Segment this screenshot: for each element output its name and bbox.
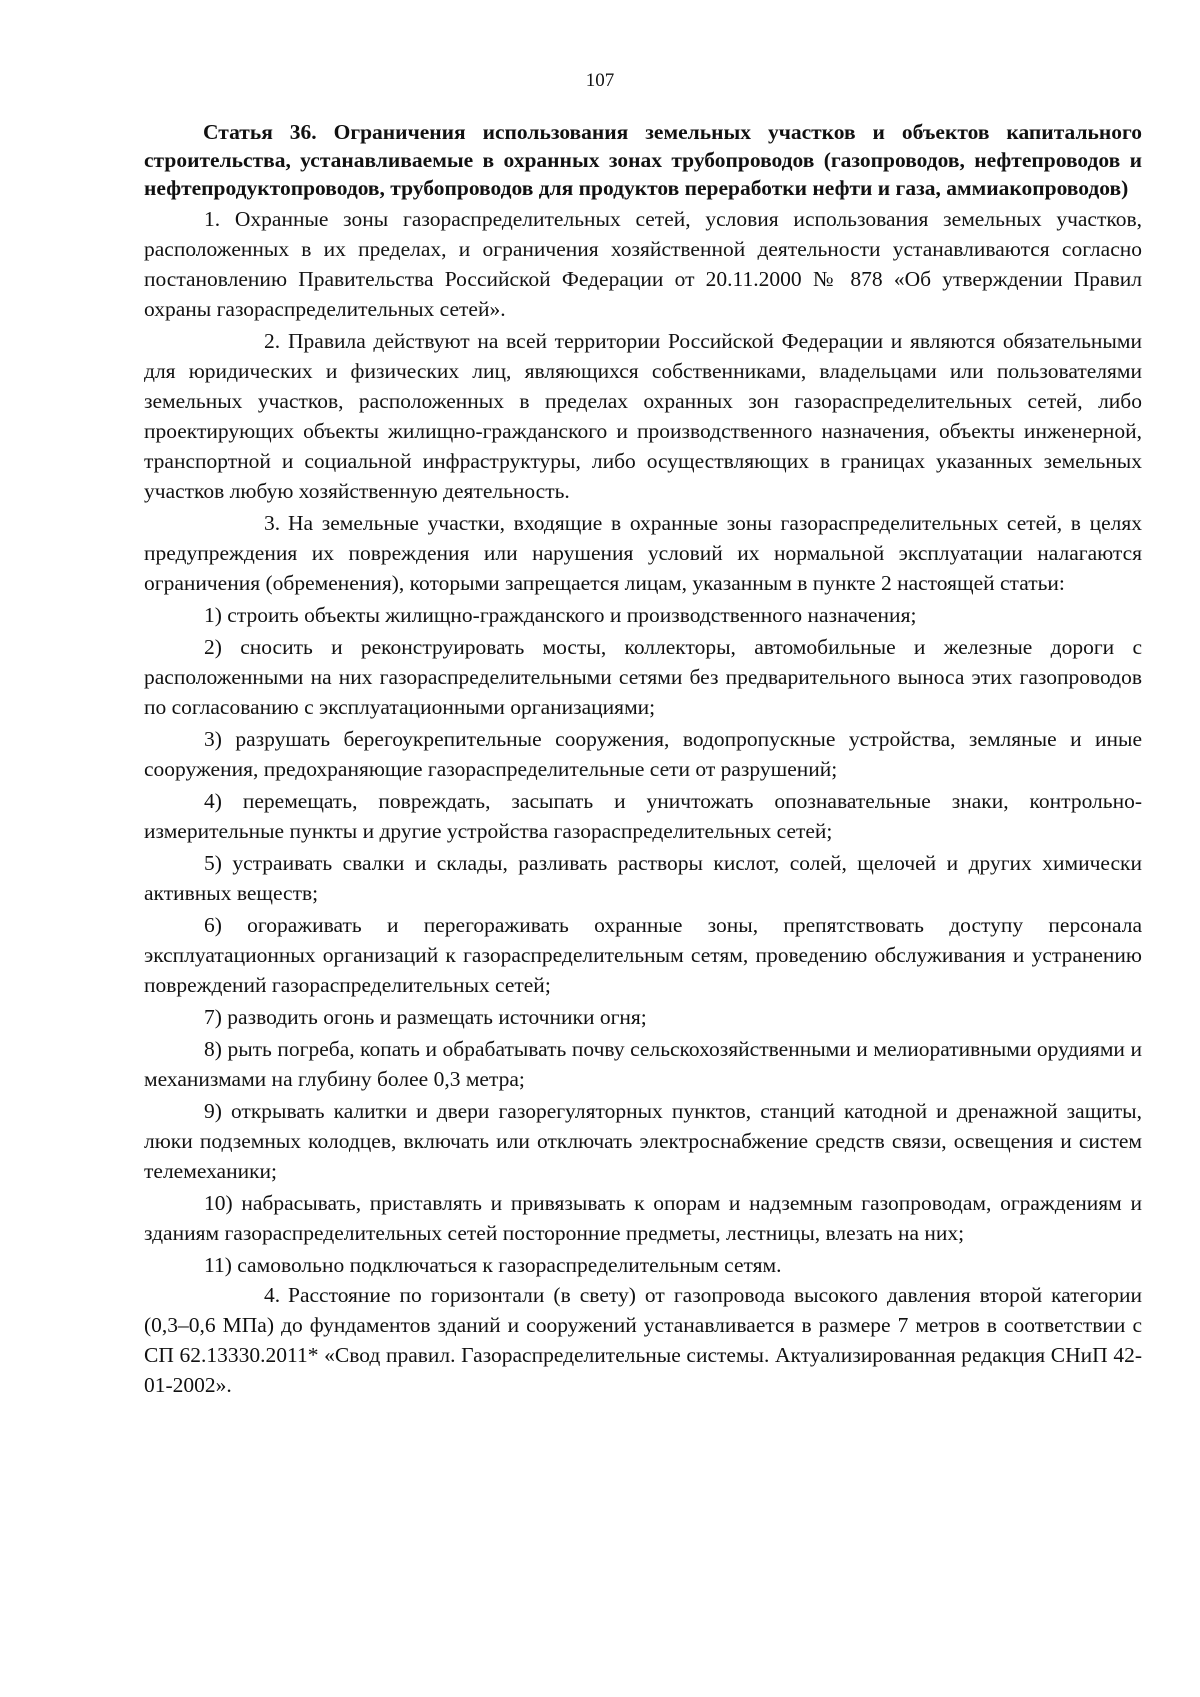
- list-item: 3) разрушать берегоукрепительные сооружения, водопропускные устройства, земляные и иные сооружения, предохраняющие газораспределительные сети от разрушений;: [144, 727, 1142, 781]
- article-heading: Статья 36. Ограничения использования земельных участков и объектов капитального строительства, устанавливаемые в охранных зонах трубопроводов (газопроводов, нефтепроводов и нефтепродуктопроводов, трубопроводов для продуктов переработки нефти и газа, аммиакопроводов): [144, 120, 1142, 200]
- paragraph-2-text: Правила действуют на всей территории Российской Федерации и являются обязательными для юридических и физических лиц, являющихся собственниками, владельцами или пользователями земельных участков, расположенных в пределах охранных зон газораспределительных сетей, либо проектирующих объекты жилищно-гражданского и производственного назначения, объекты инженерной, транспортной и социальной инфраструктуры, либо осуществляющих в границах указанных земельных участков любую хозяйственную деятельность.: [144, 329, 1142, 503]
- page-number: 107: [585, 70, 615, 91]
- paragraph-4-number: 4.: [264, 1283, 281, 1307]
- list-item: 10) набрасывать, приставлять и привязывать к опорам и надземным газопроводам, ограждениям и зданиям газораспределительных сетей посторонние предметы, лестницы, влезать на них;: [144, 1191, 1142, 1245]
- paragraph-2: [144, 326, 1142, 506]
- paragraph-3-number: 3.: [264, 511, 281, 535]
- list-item: 5) устраивать свалки и склады, разливать растворы кислот, солей, щелочей и других химически активных веществ;: [144, 851, 1142, 905]
- paragraph-1: 1. Охранные зоны газораспределительных сетей, условия использования земельных участков, расположенных в их пределах, и ограничения хозяйственной деятельности устанавливаются согласно постановлению Правительства Российской Федерации от 20.11.2000 № 878 «Об утверждении Правил охраны газораспределительных сетей».: [144, 207, 1142, 321]
- list-item: 9) открывать калитки и двери газорегуляторных пунктов, станций катодной и дренажной защиты, люки подземных колодцев, включать или отключать электроснабжение средств связи, освещения и систем телемеханики;: [144, 1099, 1142, 1183]
- paragraph-3: [144, 508, 1142, 598]
- paragraph-4: [144, 1280, 1142, 1400]
- list-item: 4) перемещать, повреждать, засыпать и уничтожать опознавательные знаки, контрольно-измерительные пункты и другие устройства газораспределительных сетей;: [144, 789, 1142, 843]
- paragraph-3-text: На земельные участки, входящие в охранные зоны газораспределительных сетей, в целях предупреждения их повреждения или нарушения условий их нормальной эксплуатации налагаются ограничения (обременения), которыми запрещается лицам, указанным в пункте 2 настоящей статьи:: [144, 511, 1142, 595]
- list-item: 1) строить объекты жилищно-гражданского и производственного назначения;: [204, 603, 917, 627]
- document-body: [144, 118, 1142, 1400]
- list-item: 11) самовольно подключаться к газораспределительным сетям.: [204, 1253, 782, 1277]
- paragraph-2-number: 2.: [264, 329, 281, 353]
- paragraph-4-text: Расстояние по горизонтали (в свету) от газопровода высокого давления второй категории (0,3–0,6 МПа) до фундаментов зданий и сооружений устанавливается в размере 7 метров в соответствии с СП 62.13330.2011* «Свод правил. Газораспределительные системы. Актуализированная редакция СНиП 42-01-2002».: [144, 1283, 1142, 1397]
- list-item: 8) рыть погреба, копать и обрабатывать почву сельскохозяйственными и мелиоративными орудиями и механизмами на глубину более 0,3 метра;: [144, 1037, 1142, 1091]
- list-item: 2) сносить и реконструировать мосты, коллекторы, автомобильные и железные дороги с расположенными на них газораспределительными сетями без предварительного выноса этих газопроводов по согласованию с эксплуатационными организациями;: [144, 635, 1142, 719]
- list-item: 6) огораживать и перегораживать охранные зоны, препятствовать доступу персонала эксплуатационных организаций к газораспределительным сетям, проведению обслуживания и устранению повреждений газораспределительных сетей;: [144, 913, 1142, 997]
- list-item: 7) разводить огонь и размещать источники огня;: [204, 1005, 647, 1029]
